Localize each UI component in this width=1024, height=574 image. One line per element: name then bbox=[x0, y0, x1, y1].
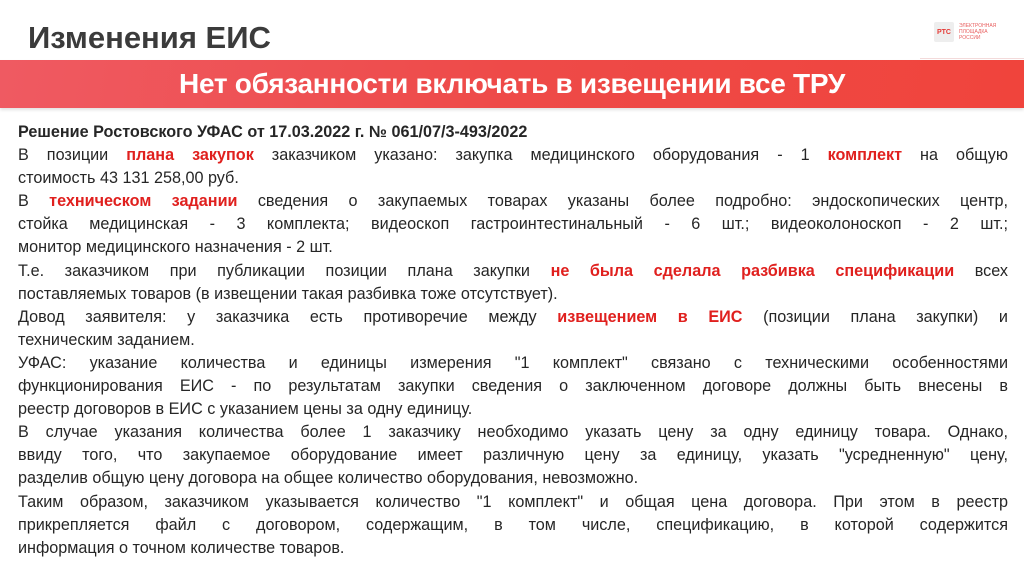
text-segment: функционирования ЕИС - по результатам закупки сведения о заключенном договоре должны быть внесены в bbox=[18, 377, 1008, 396]
text-segment: всех bbox=[954, 261, 1008, 280]
banner-text: Нет обязанности включать в извещении все ТРУ bbox=[179, 68, 845, 99]
highlighted-text: техническом задании bbox=[49, 192, 238, 211]
text-segment: техническим заданием. bbox=[18, 330, 195, 349]
text-segment: прикрепляется файл с договором, содержащим, в том числе, спецификацию, в которой содержится bbox=[18, 515, 1008, 534]
subtitle-banner bbox=[0, 60, 1024, 108]
text-line bbox=[18, 329, 1008, 352]
header-divider bbox=[920, 58, 1024, 59]
text-segment: монитор медицинского назначения - 2 шт. bbox=[18, 238, 333, 257]
text-segment: сведения о закупаемых товарах указаны более подробно: эндоскопических центр, bbox=[237, 192, 1008, 211]
text-segment: В случае указания количества более 1 заказчику необходимо указать цену за одну единицу товара. Однако, bbox=[18, 423, 1008, 442]
text-line bbox=[18, 444, 1008, 467]
text-line bbox=[18, 375, 1008, 398]
text-segment: (позиции плана закупки) и bbox=[742, 307, 1008, 326]
highlighted-text: комплект bbox=[827, 146, 903, 165]
text-segment: Таким образом, заказчиком указывается количество "1 комплект" и общая цена договора. При этом в реестр bbox=[18, 492, 1008, 511]
logo-mark: РТС bbox=[934, 22, 954, 42]
text-line bbox=[18, 352, 1008, 375]
text-segment: Довод заявителя: у заказчика есть противоречие между bbox=[18, 307, 558, 326]
text-line bbox=[18, 514, 1008, 537]
text-segment: стоимость 43 131 258,00 руб. bbox=[18, 169, 239, 188]
text-line bbox=[18, 467, 1008, 490]
logo-text: ЭЛЕКТРОННАЯ ПЛОЩАДКА РОССИИ bbox=[959, 23, 997, 41]
text-line bbox=[18, 236, 1008, 259]
highlighted-text: не была сделала разбивка спецификации bbox=[550, 261, 955, 280]
text-segment: стойка медицинская - 3 комплекта; видеоскоп гастроинтестинальный - 6 шт.; видеоколоноскоп - 2 шт.; bbox=[18, 215, 1008, 234]
text-line bbox=[18, 213, 1008, 236]
text-segment: В bbox=[18, 192, 50, 211]
slide-title: Изменения ЕИС bbox=[28, 20, 271, 55]
text-line bbox=[18, 121, 1008, 144]
text-line bbox=[18, 190, 1008, 213]
text-line bbox=[18, 167, 1008, 190]
text-segment: на общую bbox=[902, 146, 1008, 165]
text-segment: заказчиком указано: закупка медицинского оборудования - 1 bbox=[253, 146, 828, 165]
text-line bbox=[18, 421, 1008, 444]
text-line bbox=[18, 537, 1008, 560]
rts-logo bbox=[934, 22, 1009, 42]
text-segment: разделив общую цену договора на общее количество оборудования, невозможно. bbox=[18, 469, 639, 488]
highlighted-text: извещением в ЕИС bbox=[557, 307, 743, 326]
text-segment: ввиду того, что закупаемое оборудование имеет различную цену за единицу, указать "усредненную" цену, bbox=[18, 446, 1008, 465]
text-line bbox=[18, 260, 1008, 283]
text-line bbox=[18, 398, 1008, 421]
text-line bbox=[18, 306, 1008, 329]
text-segment: поставляемых товаров (в извещении такая разбивка тоже отсутствует). bbox=[18, 284, 558, 303]
text-segment: реестр договоров в ЕИС с указанием цены за одну единицу. bbox=[18, 400, 473, 419]
highlighted-text: плана закупок bbox=[126, 146, 254, 165]
text-segment: Т.е. заказчиком при публикации позиции плана закупки bbox=[18, 261, 551, 280]
text-segment: информация о точном количестве товаров. bbox=[18, 538, 345, 557]
text-line bbox=[18, 283, 1008, 306]
text-segment: В позиции bbox=[18, 146, 127, 165]
text-segment: УФАС: указание количества и единицы измерения "1 комплект" связано с техническими особенностями bbox=[18, 353, 1008, 372]
text-line bbox=[18, 144, 1008, 167]
text-segment: Решение Ростовского УФАС от 17.03.2022 г. № 061/07/3-493/2022 bbox=[18, 123, 528, 141]
text-line bbox=[18, 491, 1008, 514]
slide-body-text bbox=[18, 121, 1008, 560]
